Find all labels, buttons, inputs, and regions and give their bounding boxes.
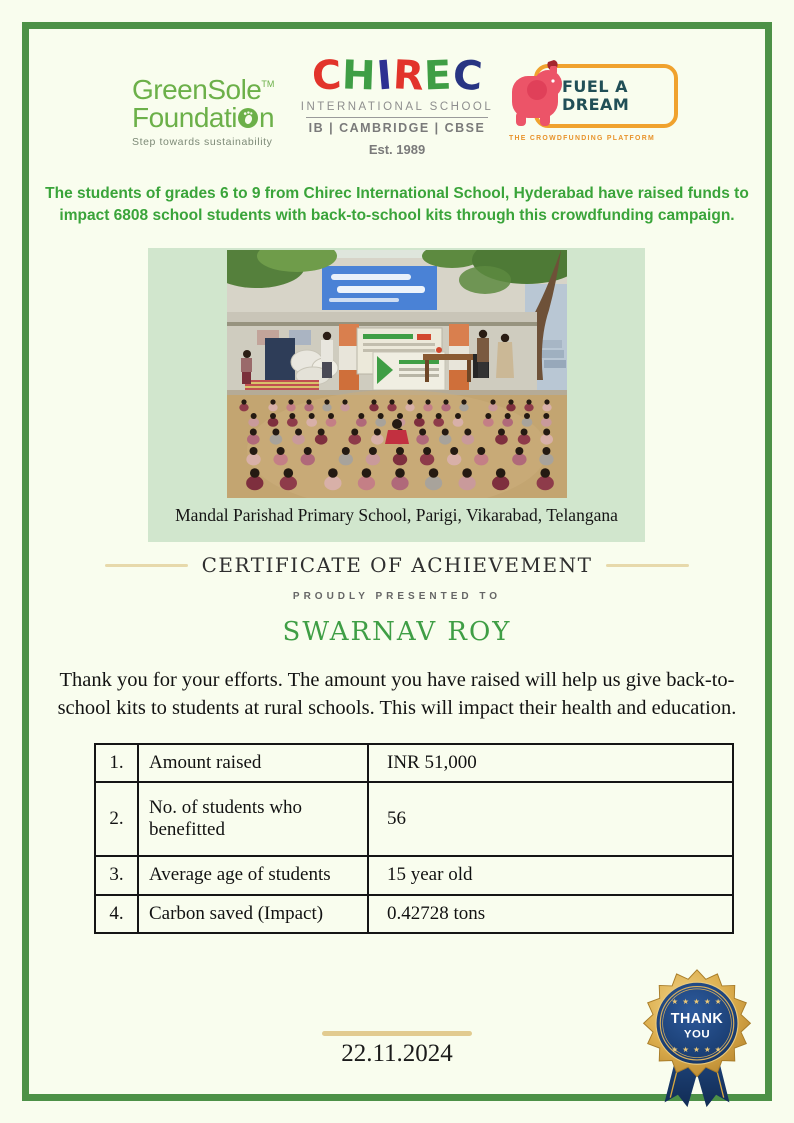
campaign-statement-text: The students of grades 6 to 9 from Chirec International School, Hyderabad have raised funds to impact 6808 school students with back-to-school kits through this crowdfunding campaign. (45, 185, 749, 224)
fuel-a-dream-line2: DREAM (562, 95, 630, 114)
table-cell-num: 2. (95, 782, 138, 856)
table-row (95, 744, 733, 782)
table-cell-num: 1. (95, 744, 138, 782)
impact-table (94, 743, 734, 934)
table-cell-label: Amount raised (138, 744, 368, 782)
badge-stars-top: ★ ★ ★ ★ ★ (671, 997, 723, 1007)
table-cell-num: 4. (95, 895, 138, 933)
greensole-foundation-post: n (258, 102, 275, 133)
table-cell-value: INR 51,000 (368, 744, 733, 782)
chirec-logo (297, 54, 497, 157)
footprint-icon (237, 107, 259, 129)
chirec-letter: C (451, 52, 484, 100)
date-text: 22.11.2024 (341, 1040, 453, 1067)
campaign-statement (0, 183, 794, 227)
chirec-letter: I (374, 52, 394, 100)
thank-you-badge (630, 966, 764, 1111)
chirec-wordmark (297, 54, 497, 98)
certificate-heading: CERTIFICATE OF ACHIEVEMENT (201, 553, 593, 577)
greensole-tagline: Step towards sustainability (132, 136, 273, 148)
fuel-a-dream-logo (506, 64, 658, 142)
thank-you-message-text: Thank you for your efforts. The amount you have raised will help us give back-to-school kits to students at rural schools. This will impact their health and education. (57, 669, 737, 720)
table-cell-value: 56 (368, 782, 733, 856)
chirec-established: Est. 1989 (368, 142, 426, 157)
chirec-subtitle: INTERNATIONAL SCHOOL (300, 101, 494, 113)
greensole-tm: TM (261, 79, 275, 89)
table-cell-value: 0.42728 tons (368, 895, 733, 933)
heading-line-left (105, 564, 188, 567)
recipient-name: SWARNAV ROY (282, 617, 512, 647)
chirec-boards: IB | CAMBRIDGE | CBSE (308, 121, 486, 135)
photo-block (148, 248, 645, 542)
certificate-heading-row (105, 553, 689, 577)
greensole-logo (132, 76, 274, 148)
thank-you-message (0, 666, 794, 723)
fuel-a-dream-line1: FUEL A (562, 77, 628, 96)
chirec-letter: C (310, 52, 343, 100)
table-cell-label: No. of students who benefitted (138, 782, 368, 856)
greensole-name (132, 76, 274, 104)
greensole-name-text: GreenSole (132, 74, 262, 105)
table-row (95, 856, 733, 894)
school-photo (227, 250, 567, 498)
table-cell-label: Carbon saved (Impact) (138, 895, 368, 933)
badge-stars-bottom: ★ ★ ★ ★ ★ (671, 1044, 723, 1054)
impact-table-body (95, 744, 733, 933)
greensole-foundation-pre: Foundati (132, 102, 237, 133)
chirec-letter: R (391, 52, 425, 100)
chirec-divider (306, 117, 488, 118)
heading-line-right (606, 564, 689, 567)
photo-caption: Mandal Parishad Primary School, Parigi, Vikarabad, Telangana (175, 505, 618, 525)
chirec-letter: E (423, 52, 453, 100)
badge-you: YOU (683, 1028, 711, 1041)
table-row (95, 895, 733, 933)
table-cell-label: Average age of students (138, 856, 368, 894)
table-cell-num: 3. (95, 856, 138, 894)
chirec-letter: H (341, 52, 377, 100)
greensole-foundation (132, 104, 274, 132)
table-cell-value: 15 year old (368, 856, 733, 894)
fuel-a-dream-tagline: THE CROWDFUNDING PLATFORM (508, 135, 656, 142)
badge-thank: THANK (670, 1011, 724, 1028)
presented-to-label: PROUDLY PRESENTED TO (292, 591, 502, 602)
elephant-icon (506, 56, 570, 136)
table-row (95, 782, 733, 856)
